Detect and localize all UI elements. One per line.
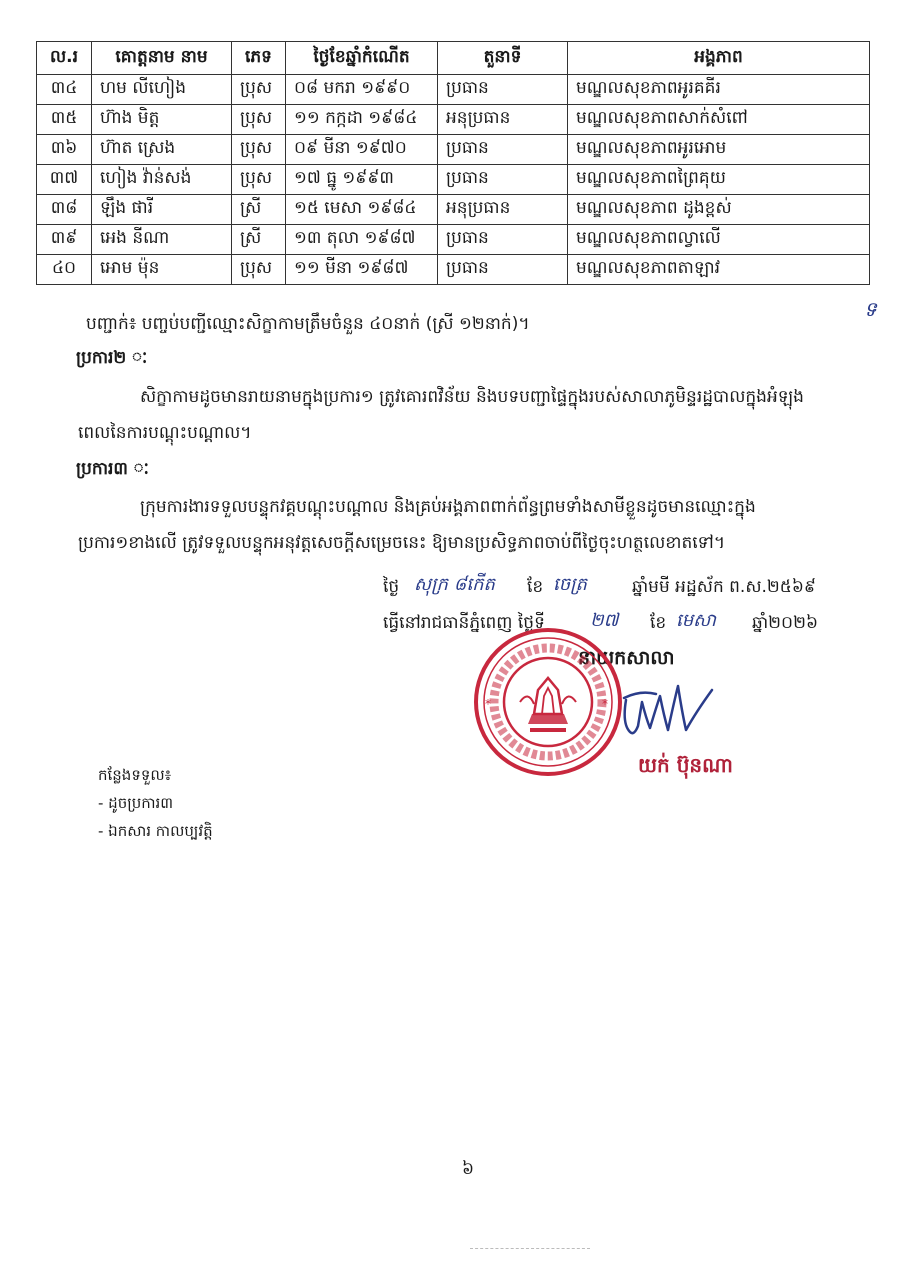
margin-initial-mark: ទ: [864, 297, 877, 321]
cell-sex: ស្រី: [232, 225, 286, 255]
cell-dob: ១១ មីនា ១៩៨៧: [286, 255, 438, 285]
lunar-date-day-handwritten: សុក្រ ៨កើត: [414, 574, 495, 595]
note-line: បញ្ជាក់៖ បញ្ចប់បញ្ជីឈ្មោះសិក្ខាកាមត្រឹមចំនួន ៤០នាក់ (ស្រី ១២នាក់)។: [86, 314, 530, 334]
table-row: [37, 165, 870, 195]
cell-unit: មណ្ឌលសុខភាពល្វាលើ: [568, 225, 870, 255]
cell-no: ៣៧: [37, 165, 92, 195]
solar-date-month-label: ខែ: [650, 613, 667, 633]
recipients-heading: កន្លែងទទួល៖: [98, 766, 172, 784]
cell-position: អនុប្រធាន: [438, 195, 568, 225]
cell-sex: ប្រុស: [232, 255, 286, 285]
cell-no: ៣៨: [37, 195, 92, 225]
cell-name: ហ៊ាត ស្រេង: [92, 135, 232, 165]
cell-name: ឡឹង ផារី: [92, 195, 232, 225]
header-unit: អង្គភាព: [568, 42, 870, 75]
cell-dob: ១១ កក្កដា ១៩៨៤: [286, 105, 438, 135]
cell-dob: ១៣ តុលា ១៩៨៧: [286, 225, 438, 255]
table-row: [37, 105, 870, 135]
cell-unit: មណ្ឌលសុខភាពព្រៃគុយ: [568, 165, 870, 195]
cell-sex: ស្រី: [232, 195, 286, 225]
footer-divider: [470, 1248, 590, 1251]
recipient-item: - ដូចប្រការ៣: [98, 794, 174, 812]
cell-position: ប្រធាន: [438, 135, 568, 165]
official-seal-icon: [472, 626, 624, 778]
cell-unit: មណ្ឌលសុខភាព ដូងខ្ពស់: [568, 195, 870, 225]
solar-date-month-handwritten: មេសា: [676, 610, 716, 631]
cell-dob: ១៧ ធ្នូ ១៩៩៣: [286, 165, 438, 195]
cell-name: អេង នីណា: [92, 225, 232, 255]
cell-no: ៣៦: [37, 135, 92, 165]
cell-position: អនុប្រធាន: [438, 105, 568, 135]
cell-dob: ០៩ មីនា ១៩៧០: [286, 135, 438, 165]
trainee-table: [36, 41, 870, 285]
header-sex: ភេទ: [232, 42, 286, 75]
article3-line2: ប្រការ១ខាងលើ ត្រូវទទួលបន្ទុកអនុវត្តសេចក្តីសម្រេចនេះ ឱ្យមានប្រសិទ្ធភាពចាប់ពីថ្ងៃចុះហត្ថលេខាតទៅ។: [78, 533, 726, 553]
cell-name: ហម លីហៀង: [92, 75, 232, 105]
header-dob: ថ្ងៃខែឆ្នាំកំណើត: [286, 42, 438, 75]
recipient-item: - ឯកសារ កាលប្បវត្តិ: [98, 822, 213, 840]
header-position: តួនាទី: [438, 42, 568, 75]
cell-no: ៣៥: [37, 105, 92, 135]
signer-name: យក់ ប៊ុនណា: [638, 753, 733, 777]
cell-name: ហៀង វ៉ាន់សង់: [92, 165, 232, 195]
handwritten-signature-icon: [608, 672, 718, 748]
cell-unit: មណ្ឌលសុខភាពអូរគគីរ: [568, 75, 870, 105]
cell-unit: មណ្ឌលសុខភាពសាក់សំពៅ: [568, 105, 870, 135]
solar-date-year: ឆ្នាំ២០២៦: [752, 613, 818, 633]
article3-line1: ក្រុមការងារទទួលបន្ទុកវគ្គបណ្តុះបណ្តាល និងគ្រប់អង្គភាពពាក់ព័ន្ធព្រមទាំងសាមីខ្លួនដូចមានឈ្មោះក្នុង: [140, 497, 756, 517]
cell-unit: មណ្ឌលសុខភាពតាឡាវ: [568, 255, 870, 285]
signature-title: នាយកសាលា: [578, 647, 675, 669]
solar-date-prefix: ធ្វើនៅរាជធានីភ្នំពេញ ថ្ងៃទី: [383, 613, 545, 633]
article2-line2: ពេលនៃការបណ្តុះបណ្តាល។: [78, 423, 252, 443]
cell-position: ប្រធាន: [438, 255, 568, 285]
header-name: គោត្តនាម នាម: [92, 42, 232, 75]
table-row: [37, 255, 870, 285]
cell-sex: ប្រុស: [232, 135, 286, 165]
solar-date-day-handwritten: ២៧: [590, 610, 619, 631]
header-no: ល.រ: [37, 42, 92, 75]
cell-name: ហ៊ាង មិត្ត: [92, 105, 232, 135]
cell-unit: មណ្ឌលសុខភាពអូរអោម: [568, 135, 870, 165]
lunar-date-month-label: ខែ: [527, 577, 544, 597]
svg-text:*: *: [485, 697, 491, 711]
lunar-date-prefix: ថ្ងៃ: [383, 577, 400, 597]
cell-dob: ០៨ មករា ១៩៩០: [286, 75, 438, 105]
cell-no: ៣៤: [37, 75, 92, 105]
cell-position: ប្រធាន: [438, 75, 568, 105]
table-row: [37, 135, 870, 165]
table-row: [37, 225, 870, 255]
table-row: [37, 195, 870, 225]
cell-position: ប្រធាន: [438, 225, 568, 255]
table-row: [37, 75, 870, 105]
article2-line1: សិក្ខាកាមដូចមានរាយនាមក្នុងប្រការ១ ត្រូវគោរពវិន័យ និងបទបញ្ជាផ្ទៃក្នុងរបស់សាលាភូមិន្ទរដ្ឋបាលក្នុងអំឡុង: [140, 387, 804, 407]
cell-position: ប្រធាន: [438, 165, 568, 195]
article3-heading: ប្រការ៣ ៈ: [76, 459, 149, 479]
cell-dob: ១៥ មេសា ១៩៨៤: [286, 195, 438, 225]
svg-text:*: *: [602, 697, 608, 711]
cell-sex: ប្រុស: [232, 165, 286, 195]
cell-sex: ប្រុស: [232, 75, 286, 105]
lunar-date-rest: ឆ្នាំមមី អដ្ឋស័ក ព.ស.២៥៦៩: [632, 577, 816, 597]
cell-name: អោម ម៉ុន: [92, 255, 232, 285]
page-number: ៦: [462, 1159, 475, 1179]
table-header-row: [37, 42, 870, 75]
lunar-date-month-handwritten: ចេត្រ: [553, 574, 587, 595]
article2-heading: ប្រការ២ ៈ: [76, 348, 148, 368]
cell-no: ៤០: [37, 255, 92, 285]
cell-no: ៣៩: [37, 225, 92, 255]
cell-sex: ប្រុស: [232, 105, 286, 135]
